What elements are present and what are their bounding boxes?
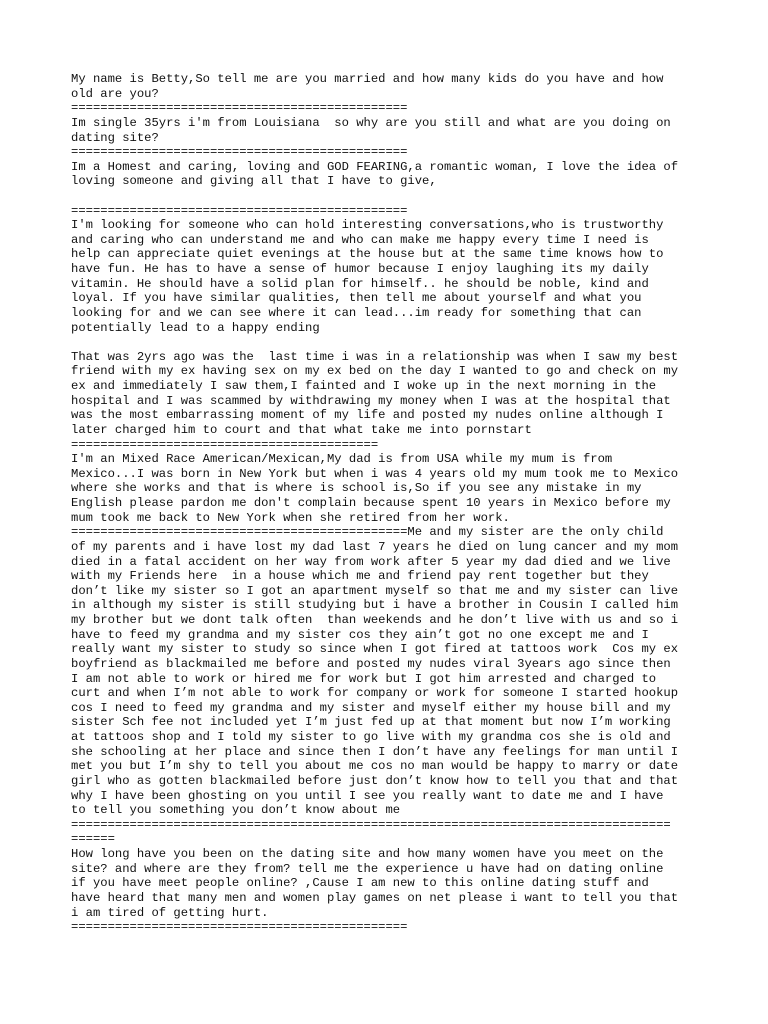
text-line: why I have been ghosting on you until I see you really want to date me and I have	[71, 788, 664, 803]
text-line: I'm an Mixed Race American/Mexican,My dad is from USA while my mum is from	[71, 452, 613, 467]
text-line: if you have meet people online? ,Cause I am new to this online dating stuff and	[71, 876, 649, 891]
text-line: sister Sch fee not included yet I’m just fed up at that moment but now I’m working	[71, 715, 671, 730]
text-line	[71, 189, 711, 204]
text-line: my brother but we dont talk often than weekends and he don’t live with us and so i	[71, 613, 679, 628]
text-line: Im a Homest and caring, loving and GOD FEARING,a romantic woman, I love the idea of	[71, 159, 679, 174]
text-line: Im single 35yrs i'm from Louisiana so why are you still and what are you doing on	[71, 115, 671, 130]
text-line: potentially lead to a happy ending	[71, 320, 320, 335]
text-line: really want my sister to study so since when I got fired at tattoos work Cos my ex	[71, 642, 679, 657]
text-line	[71, 335, 711, 350]
text-line: she schooling at her place and since then I don’t have any feelings for man until I	[71, 744, 679, 759]
text-line: hospital and I was scammed by withdrawing my money when I was at the hospital that	[71, 393, 671, 408]
text-line: loyal. If you have similar qualities, then tell me about yourself and what you	[71, 291, 642, 306]
text-line: friend with my ex having sex on my ex bed on the day I wanted to go and check on my	[71, 364, 679, 379]
text-line: I'm looking for someone who can hold interesting conversations,who is trustworthy	[71, 218, 664, 233]
text-line: ==============================================	[71, 145, 408, 160]
text-line: loving someone and giving all that I have to give,	[71, 174, 437, 189]
text-line: ======	[71, 832, 115, 847]
text-line: site? and where are they from? tell me the experience u have had on dating online	[71, 861, 664, 876]
text-line: ==================================================================================	[71, 817, 671, 832]
text-line: to tell you something you don’t know about me	[71, 803, 401, 818]
text-line: don’t like my sister so I got an apartment myself so that me and my sister can live	[71, 583, 679, 598]
text-line: Mexico...I was born in New York but when i was 4 years old my mum took me to Mexico	[71, 466, 679, 481]
text-line: where she works and that is where is school is,So if you see any mistake in my	[71, 481, 642, 496]
text-line: mum took me back to New York when she retired from her work.	[71, 510, 510, 525]
text-line: English please pardon me don't complain because spent 10 years in Mexico before my	[71, 496, 671, 511]
text-line: ==========================================	[71, 437, 379, 452]
text-line: later charged him to court and that what take me into pornstart	[71, 422, 532, 437]
text-line: in although my sister is still studying but i have a brother in Cousin I called him	[71, 598, 679, 613]
text-line: ==============================================	[71, 920, 408, 935]
text-line: ex and immediately I saw them,I fainted and I woke up in the next morning in the	[71, 379, 657, 394]
text-line: have fun. He has to have a sense of humor because I enjoy laughing its my daily	[71, 262, 649, 277]
text-line: curt and when I’m not able to work for company or work for someone I started hookup	[71, 686, 679, 701]
text-line: i am tired of getting hurt.	[71, 905, 269, 920]
text-line: have to feed my grandma and my sister cos they ain’t got no one except me and I	[71, 627, 649, 642]
text-line: dating site?	[71, 130, 159, 145]
text-line: at tattoos shop and I told my sister to go live with my grandma cos she is old and	[71, 730, 671, 745]
text-line: That was 2yrs ago was the last time i was in a relationship was when I saw my best	[71, 349, 679, 364]
text-line: cos I need to feed my grandma and my sister and myself either my house bill and my	[71, 700, 671, 715]
text-line: looking for and we can see where it can lead...im ready for something that can	[71, 305, 642, 320]
text-line: have heard that many men and women play games on net please i want to tell you that	[71, 890, 679, 905]
text-line: I am not able to work or hired me for work but I got him arrested and charged to	[71, 671, 657, 686]
text-line: ==============================================	[71, 101, 408, 116]
text-line: help can appreciate quiet evenings at the house but at the same time knows how to	[71, 247, 664, 262]
text-line: met you but I’m shy to tell you about me cos no man would be happy to marry or date	[71, 759, 679, 774]
text-line: and caring who can understand me and who can make me happy every time I need is	[71, 232, 649, 247]
text-line: of my parents and i have lost my dad last 7 years he died on lung cancer and my mom	[71, 539, 679, 554]
text-line: girl who as gotten blackmailed before just don’t know how to tell you that and that	[71, 773, 679, 788]
text-line: was the most embarrassing moment of my life and posted my nudes online although I	[71, 408, 664, 423]
text-line: boyfriend as blackmailed me before and posted my nudes viral 3years ago since then	[71, 656, 671, 671]
text-line: ==============================================Me and my sister are the only child	[71, 525, 664, 540]
text-line: vitamin. He should have a solid plan for himself.. he should be noble, kind and	[71, 276, 649, 291]
document-page	[71, 72, 711, 935]
text-line: old are you?	[71, 86, 159, 101]
text-line: with my Friends here in a house which me and friend pay rent together but they	[71, 569, 649, 584]
text-line: How long have you been on the dating site and how many women have you meet on the	[71, 847, 664, 862]
text-line: ==============================================	[71, 203, 408, 218]
text-line: died in a fatal accident on her way from work after 5 year my dad died and we live	[71, 554, 671, 569]
text-line: My name is Betty,So tell me are you married and how many kids do you have and how	[71, 72, 664, 86]
